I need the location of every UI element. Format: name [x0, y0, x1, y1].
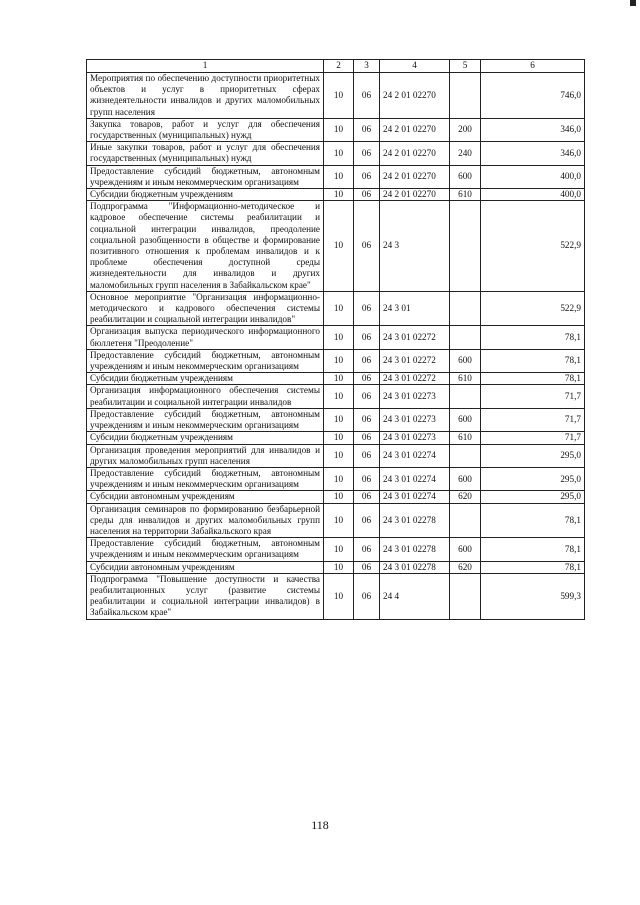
expense-type-code: 620: [450, 491, 481, 503]
item-name: Предоставление субсидий бюджетным, автономным учреждениям и иным некоммерческим организациям: [87, 467, 324, 490]
item-name: Субсидии бюджетным учреждениям: [87, 373, 324, 385]
table-row: [87, 408, 585, 431]
table-row: [87, 118, 585, 141]
table-row: [87, 201, 585, 292]
section-code: 10: [324, 349, 354, 372]
expense-type-code: 600: [450, 408, 481, 431]
target-article-code: 24 2 01 02270: [380, 189, 450, 201]
table-row: [87, 573, 585, 619]
section-code: 10: [324, 444, 354, 467]
expense-type-code: 620: [450, 561, 481, 573]
expense-type-code: 600: [450, 538, 481, 561]
section-code: 10: [324, 118, 354, 141]
expense-type-code: 600: [450, 467, 481, 490]
amount: 78,1: [481, 326, 585, 349]
target-article-code: 24 2 01 02270: [380, 118, 450, 141]
subsection-code: 06: [354, 73, 380, 119]
item-name: Организация выпуска периодического информационного бюллетеня "Преодоление": [87, 326, 324, 349]
subsection-code: 06: [354, 142, 380, 165]
target-article-code: 24 3 01 02273: [380, 385, 450, 408]
subsection-code: 06: [354, 432, 380, 444]
section-code: 10: [324, 73, 354, 119]
item-name: Предоставление субсидий бюджетным, автономным учреждениям и иным некоммерческим организациям: [87, 408, 324, 431]
amount: 346,0: [481, 118, 585, 141]
section-code: 10: [324, 503, 354, 538]
table-row: [87, 142, 585, 165]
item-name: Субсидии бюджетным учреждениям: [87, 189, 324, 201]
budget-table: [86, 59, 585, 620]
expense-type-code: [450, 201, 481, 292]
amount: 71,7: [481, 385, 585, 408]
expense-type-code: 610: [450, 189, 481, 201]
subsection-code: 06: [354, 189, 380, 201]
header-col-1: 1: [87, 60, 324, 73]
target-article-code: 24 3 01 02274: [380, 491, 450, 503]
item-name: Организация проведения мероприятий для инвалидов и других маломобильных групп населения: [87, 444, 324, 467]
subsection-code: 06: [354, 373, 380, 385]
target-article-code: 24 3 01 02274: [380, 467, 450, 490]
table-row: [87, 189, 585, 201]
amount: 295,0: [481, 491, 585, 503]
subsection-code: 06: [354, 326, 380, 349]
expense-type-code: [450, 444, 481, 467]
subsection-code: 06: [354, 538, 380, 561]
target-article-code: 24 3 01 02274: [380, 444, 450, 467]
amount: 746,0: [481, 73, 585, 119]
header-col-3: 3: [354, 60, 380, 73]
target-article-code: 24 3 01 02272: [380, 373, 450, 385]
amount: 78,1: [481, 538, 585, 561]
header-col-5: 5: [450, 60, 481, 73]
amount: 400,0: [481, 189, 585, 201]
expense-type-code: 200: [450, 118, 481, 141]
amount: 599,3: [481, 573, 585, 619]
expense-type-code: [450, 73, 481, 119]
table-row: [87, 467, 585, 490]
header-col-4: 4: [380, 60, 450, 73]
amount: 400,0: [481, 165, 585, 188]
table-row: [87, 503, 585, 538]
subsection-code: 06: [354, 385, 380, 408]
table-row: [87, 291, 585, 326]
budget-table-body: [87, 60, 585, 620]
expense-type-code: 610: [450, 432, 481, 444]
expense-type-code: [450, 385, 481, 408]
item-name: Предоставление субсидий бюджетным, автономным учреждениям и иным некоммерческим организациям: [87, 349, 324, 372]
table-header-row: [87, 60, 585, 73]
table-row: [87, 326, 585, 349]
amount: 78,1: [481, 373, 585, 385]
target-article-code: 24 3 01 02273: [380, 432, 450, 444]
section-code: 10: [324, 291, 354, 326]
subsection-code: 06: [354, 165, 380, 188]
subsection-code: 06: [354, 349, 380, 372]
amount: 346,0: [481, 142, 585, 165]
target-article-code: 24 2 01 02270: [380, 165, 450, 188]
item-name: Подпрограмма "Повышение доступности и качества реабилитационных услуг (развитие системы реабилитации и социальной интеграции инвалидов) в Забайкальском крае": [87, 573, 324, 619]
amount: 78,1: [481, 503, 585, 538]
table-row: [87, 561, 585, 573]
table-row: [87, 373, 585, 385]
table-row: [87, 432, 585, 444]
target-article-code: 24 3: [380, 201, 450, 292]
table-row: [87, 444, 585, 467]
expense-type-code: 600: [450, 165, 481, 188]
subsection-code: 06: [354, 561, 380, 573]
subsection-code: 06: [354, 201, 380, 292]
section-code: 10: [324, 491, 354, 503]
section-code: 10: [324, 432, 354, 444]
table-row: [87, 385, 585, 408]
target-article-code: 24 3 01 02278: [380, 561, 450, 573]
subsection-code: 06: [354, 118, 380, 141]
section-code: 10: [324, 538, 354, 561]
scan-corner-mark: [630, 0, 636, 6]
target-article-code: 24 3 01 02272: [380, 349, 450, 372]
table-row: [87, 491, 585, 503]
expense-type-code: [450, 503, 481, 538]
target-article-code: 24 4: [380, 573, 450, 619]
expense-type-code: [450, 291, 481, 326]
item-name: Закупка товаров, работ и услуг для обеспечения государственных (муниципальных) нужд: [87, 118, 324, 141]
target-article-code: 24 2 01 02270: [380, 73, 450, 119]
amount: 295,0: [481, 444, 585, 467]
item-name: Предоставление субсидий бюджетным, автономным учреждениям и иным некоммерческим организациям: [87, 538, 324, 561]
amount: 522,9: [481, 201, 585, 292]
section-code: 10: [324, 385, 354, 408]
item-name: Предоставление субсидий бюджетным, автономным учреждениям и иным некоммерческим организациям: [87, 165, 324, 188]
expense-type-code: [450, 573, 481, 619]
amount: 71,7: [481, 408, 585, 431]
item-name: Субсидии автономным учреждениям: [87, 491, 324, 503]
section-code: 10: [324, 189, 354, 201]
expense-type-code: 600: [450, 349, 481, 372]
amount: 295,0: [481, 467, 585, 490]
header-col-6: 6: [481, 60, 585, 73]
item-name: Субсидии автономным учреждениям: [87, 561, 324, 573]
section-code: 10: [324, 408, 354, 431]
item-name: Субсидии бюджетным учреждениям: [87, 432, 324, 444]
table-row: [87, 73, 585, 119]
section-code: 10: [324, 573, 354, 619]
table-row: [87, 538, 585, 561]
section-code: 10: [324, 165, 354, 188]
target-article-code: 24 3 01: [380, 291, 450, 326]
table-row: [87, 165, 585, 188]
amount: 71,7: [481, 432, 585, 444]
item-name: Мероприятия по обеспечению доступности приоритетных объектов и услуг в приоритетных сферах жизнедеятельности инвалидов и других маломобильных групп населения: [87, 73, 324, 119]
amount: 522,9: [481, 291, 585, 326]
subsection-code: 06: [354, 503, 380, 538]
subsection-code: 06: [354, 467, 380, 490]
subsection-code: 06: [354, 491, 380, 503]
target-article-code: 24 3 01 02278: [380, 503, 450, 538]
amount: 78,1: [481, 561, 585, 573]
table-row: [87, 349, 585, 372]
expense-type-code: 240: [450, 142, 481, 165]
header-col-2: 2: [324, 60, 354, 73]
section-code: 10: [324, 142, 354, 165]
section-code: 10: [324, 326, 354, 349]
item-name: Иные закупки товаров, работ и услуг для обеспечения государственных (муниципальных) нужд: [87, 142, 324, 165]
target-article-code: 24 2 01 02270: [380, 142, 450, 165]
target-article-code: 24 3 01 02273: [380, 408, 450, 431]
item-name: Основное мероприятие "Организация информационно-методического и кадрового обеспечения системы реабилитации и социальной интеграции инвалидов": [87, 291, 324, 326]
page-number: 118: [311, 818, 329, 832]
item-name: Подпрограмма "Информационно-методическое и кадровое обеспечение системы реабилитации и социальной интеграции инвалидов, преодоление социальной разобщенности в обществе и формирование позитивного отношения к проблемам инвалидов и к проблеме обеспечения доступной среды жизнедеятельности для инвалидов и других маломобильных групп населения в Забайкальском крае": [87, 201, 324, 292]
expense-type-code: 610: [450, 373, 481, 385]
amount: 78,1: [481, 349, 585, 372]
target-article-code: 24 3 01 02278: [380, 538, 450, 561]
section-code: 10: [324, 467, 354, 490]
target-article-code: 24 3 01 02272: [380, 326, 450, 349]
item-name: Организация семинаров по формированию безбарьерной среды для инвалидов и других маломобильных групп населения на территории Забайкальского края: [87, 503, 324, 538]
expense-type-code: [450, 326, 481, 349]
subsection-code: 06: [354, 444, 380, 467]
section-code: 10: [324, 373, 354, 385]
subsection-code: 06: [354, 408, 380, 431]
subsection-code: 06: [354, 291, 380, 326]
section-code: 10: [324, 201, 354, 292]
section-code: 10: [324, 561, 354, 573]
item-name: Организация информационного обеспечения системы реабилитации и социальной интеграции инвалидов: [87, 385, 324, 408]
subsection-code: 06: [354, 573, 380, 619]
